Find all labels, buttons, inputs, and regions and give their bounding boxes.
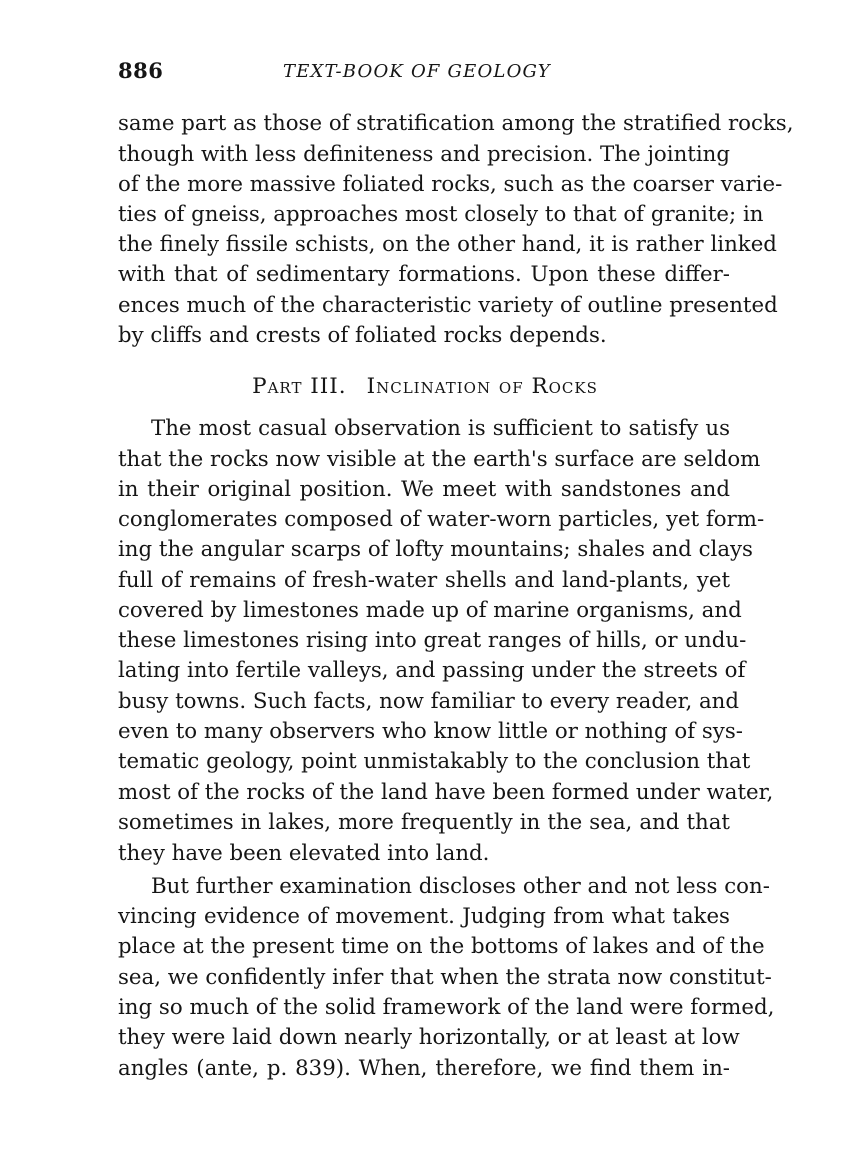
running-title: TEXT-BOOK OF GEOLOGY (283, 61, 551, 82)
text-line: they have been elevated into land. (118, 841, 490, 866)
text-line: But further examination discloses other and not less con- (151, 874, 770, 899)
text-line: conglomerates composed of water-worn particles, yet form- (118, 507, 765, 532)
text-line: the finely fissile schists, on the other hand, it is rather linked (118, 232, 777, 257)
running-head (118, 58, 733, 88)
text-line: ing the angular scarps of lofty mountains; shales and clays (118, 537, 753, 562)
text-line: The most casual observation is sufficient to satisfy us (151, 416, 730, 441)
text-line: these limestones rising into great ranges of hills, or undu- (118, 628, 747, 653)
text-line: ing so much of the solid framework of the land were formed, (118, 995, 775, 1020)
section-part-label: Part III. (252, 374, 347, 399)
text-line: ties of gneiss, approaches most closely to that of granite; in (118, 202, 764, 227)
text-line: full of remains of fresh-water shells and land-plants, yet (118, 568, 730, 593)
text-line: in their original position. We meet with sandstones and (118, 477, 730, 502)
text-line: by cliffs and crests of foliated rocks depends. (118, 323, 607, 348)
text-line: covered by limestones made up of marine organisms, and (118, 598, 742, 623)
section-title: Inclination of Rocks (366, 374, 598, 399)
text-line: same part as those of stratification among the stratified rocks, (118, 111, 794, 136)
text-line: sometimes in lakes, more frequently in the sea, and that (118, 810, 730, 835)
page-number: 886 (118, 58, 164, 83)
text-line: that the rocks now visible at the earth's surface are seldom (118, 447, 761, 472)
text-line: busy towns. Such facts, now familiar to every reader, and (118, 689, 740, 714)
text-line: they were laid down nearly horizontally, or at least at low (118, 1025, 740, 1050)
text-line: vincing evidence of movement. Judging from what takes (118, 904, 730, 929)
text-line: lating into fertile valleys, and passing under the streets of (118, 658, 746, 683)
text-line: though with less definiteness and precision. The jointing (118, 142, 730, 167)
text-line: with that of sedimentary formations. Upon these differ- (118, 262, 730, 287)
section-heading (0, 374, 850, 399)
text-line: tematic geology, point unmistakably to the conclusion that (118, 749, 751, 774)
text-line: ences much of the characteristic variety of outline presented (118, 293, 778, 318)
text-line: place at the present time on the bottoms of lakes and of the (118, 934, 765, 959)
text-line: of the more massive foliated rocks, such as the coarser varie- (118, 172, 783, 197)
text-line: most of the rocks of the land have been formed under water, (118, 780, 774, 805)
text-line: even to many observers who know little or nothing of sys- (118, 719, 743, 744)
text-line: angles (ante, p. 839). When, therefore, we find them in- (118, 1056, 730, 1081)
text-line: sea, we confidently infer that when the strata now constitut- (118, 965, 772, 990)
